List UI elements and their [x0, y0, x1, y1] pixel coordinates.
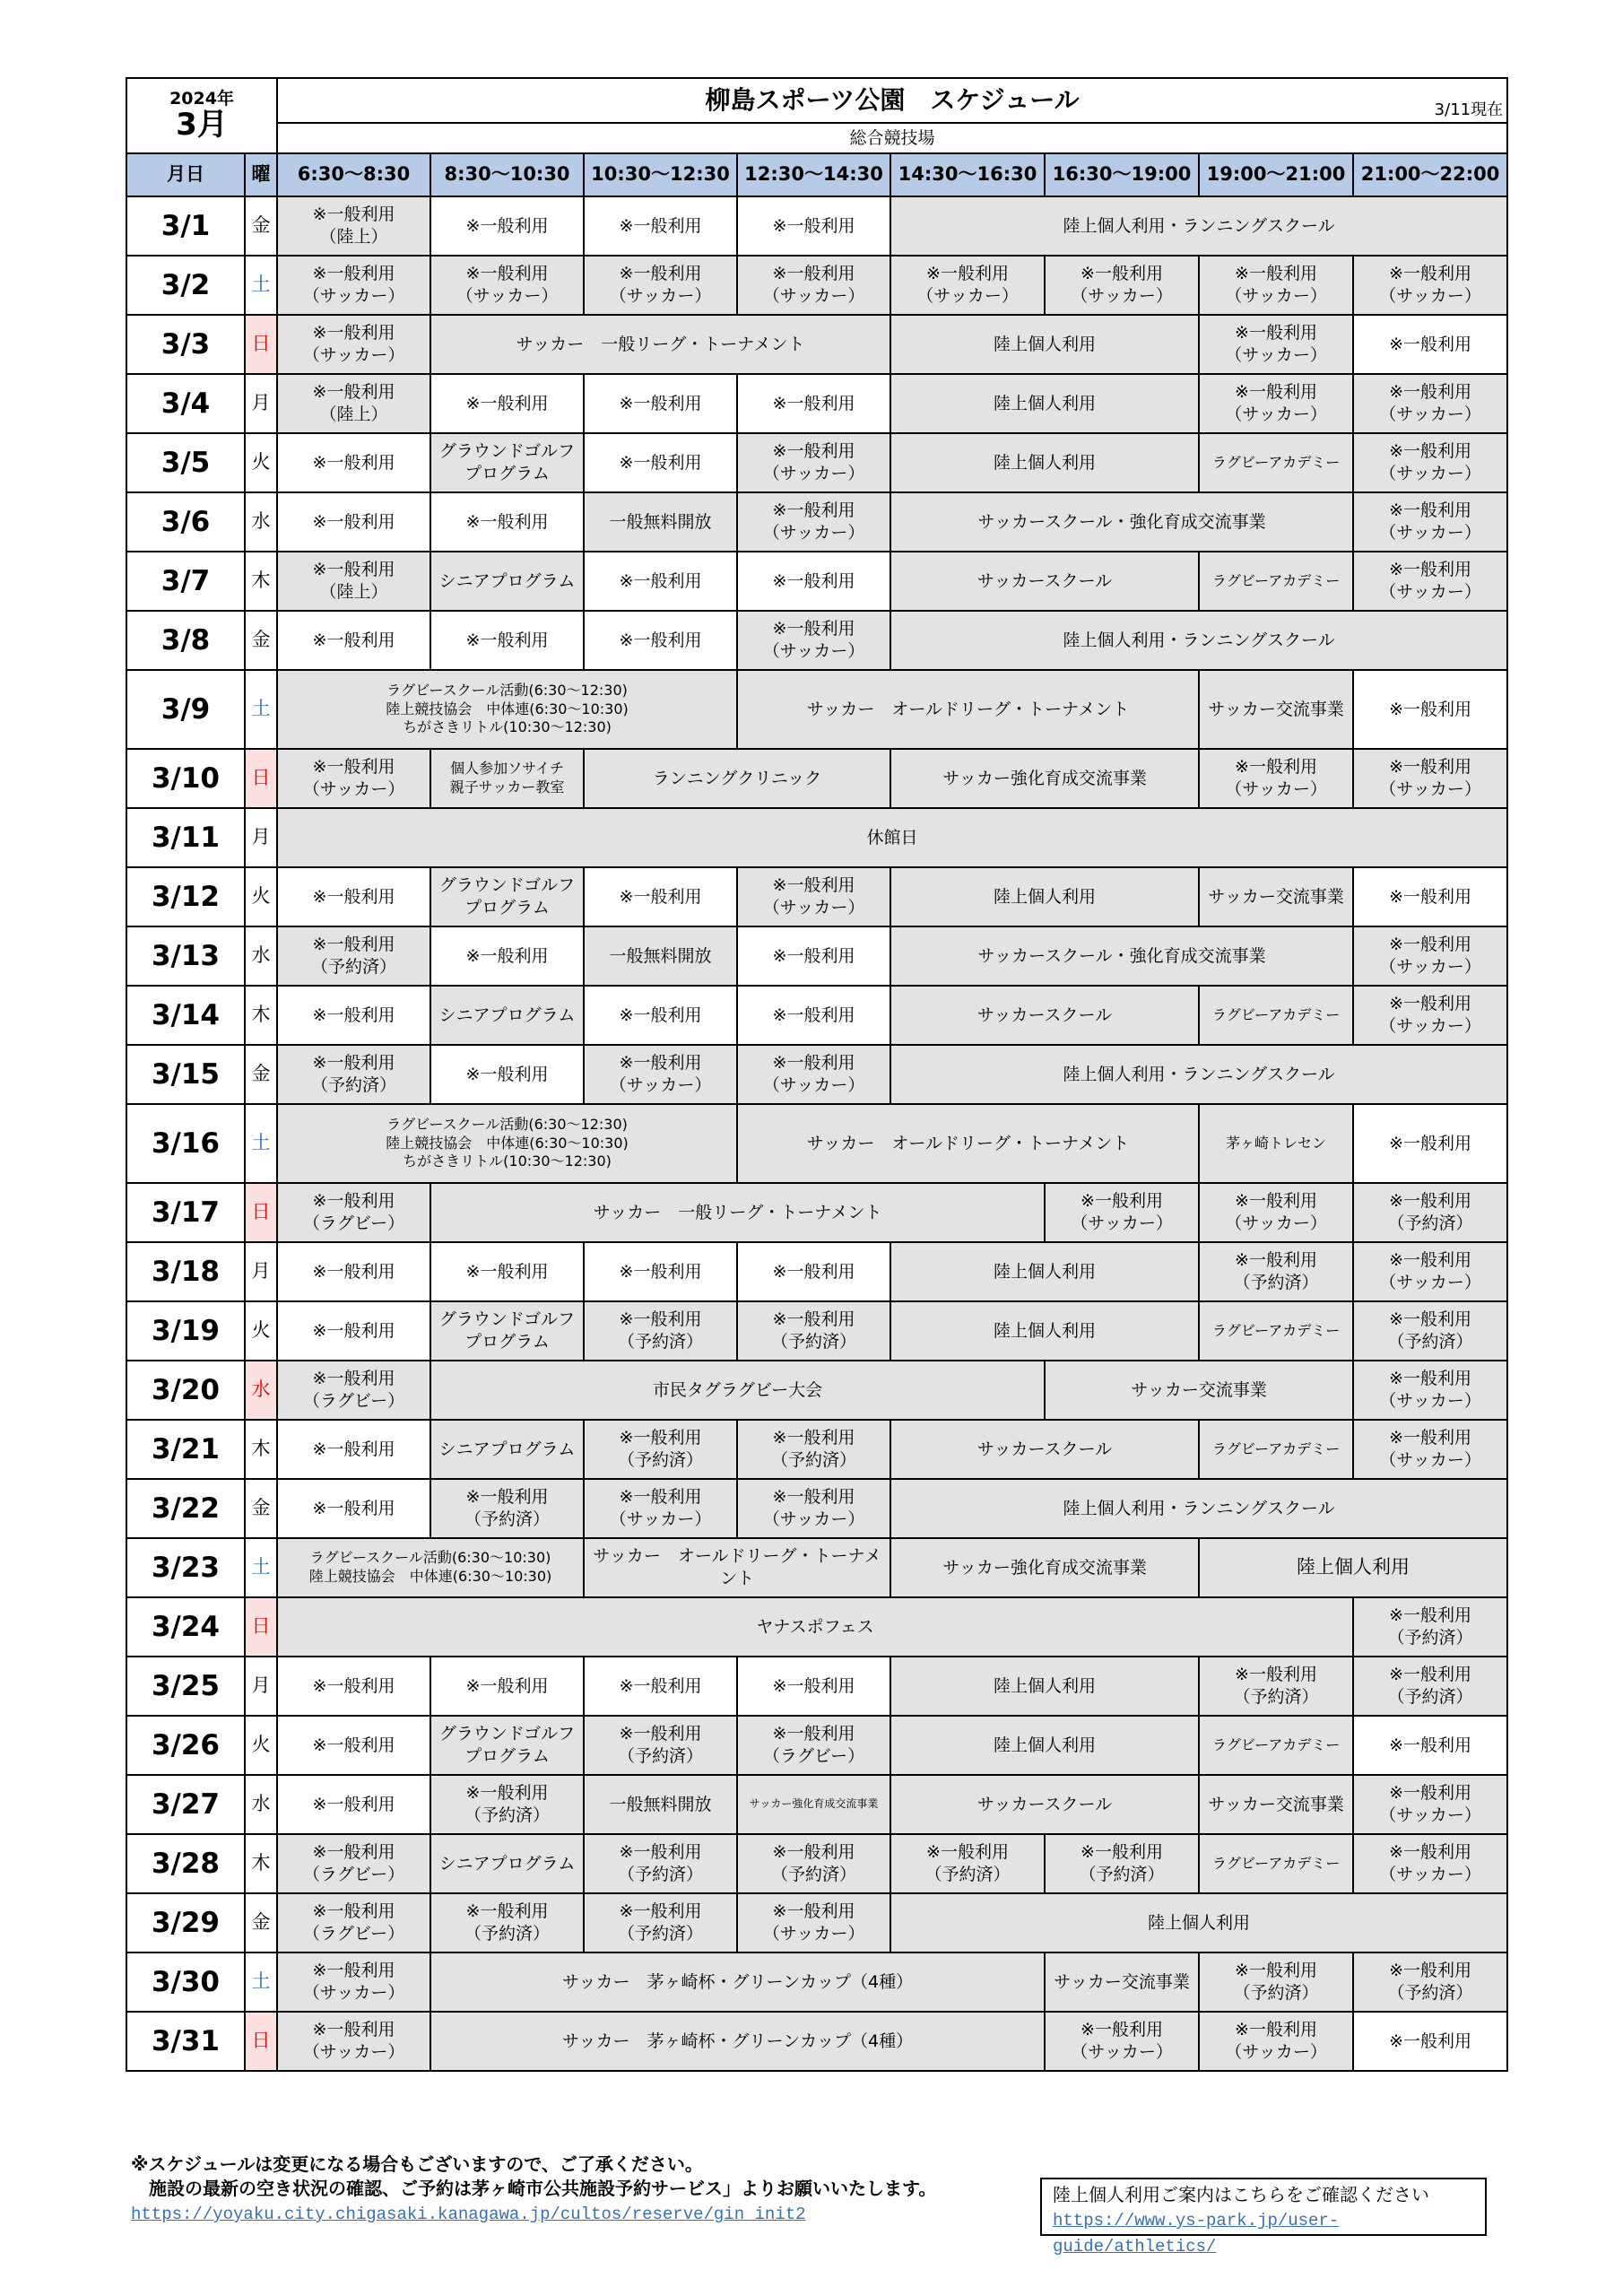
table-row	[126, 315, 1507, 374]
schedule-cell: サッカー強化育成交流事業	[890, 1538, 1199, 1597]
schedule-cell: ※一般利用 （ラグビー）	[277, 1183, 430, 1242]
table-row	[126, 926, 1507, 986]
schedule-cell: ※一般利用	[277, 867, 430, 926]
schedule-cell: 一般無料開放	[584, 926, 737, 986]
table-row	[126, 1952, 1507, 2012]
schedule-cell: ※一般利用 （サッカー）	[1353, 374, 1507, 433]
page-title: 柳島スポーツ公園 スケジュール	[705, 84, 1080, 115]
footer-notes	[131, 2152, 936, 2227]
schedule-cell: ※一般利用 （サッカー）	[737, 1045, 890, 1104]
schedule-cell: ※一般利用 （サッカー）	[1045, 2012, 1199, 2071]
schedule-cell: サッカー オールドリーグ・トーナメント	[737, 670, 1199, 749]
weekday-cell: 木	[245, 1834, 277, 1893]
weekday-cell: 水	[245, 1361, 277, 1420]
table-row	[126, 808, 1507, 867]
schedule-cell: サッカー 一般リーグ・トーナメント	[430, 1183, 1045, 1242]
schedule-cell: ※一般利用	[277, 1242, 430, 1301]
schedule-cell: ※一般利用 （予約済）	[430, 1775, 584, 1834]
schedule-cell: 陸上個人利用	[1199, 1538, 1507, 1597]
schedule-cell: 陸上個人利用	[890, 867, 1199, 926]
weekday-cell: 月	[245, 374, 277, 433]
schedule-cell: ※一般利用 （ラグビー）	[277, 1834, 430, 1893]
table-row	[126, 1597, 1507, 1657]
month-label: 3月	[176, 106, 228, 143]
schedule-cell: ※一般利用	[430, 1045, 584, 1104]
column-header-slot: 6:30～8:30	[277, 153, 430, 196]
schedule-cell: ランニングクリニック	[584, 749, 890, 808]
schedule-cell: ※一般利用	[737, 552, 890, 611]
schedule-cell: ※一般利用 （予約済）	[890, 1834, 1045, 1893]
schedule-cell: ※一般利用 （サッカー）	[737, 433, 890, 492]
schedule-cell: ※一般利用 （サッカー）	[277, 2012, 430, 2071]
schedule-cell: ※一般利用	[1353, 315, 1507, 374]
schedule-cell: サッカー交流事業	[1199, 670, 1353, 749]
weekday-cell: 木	[245, 986, 277, 1045]
schedule-cell: ※一般利用 （サッカー）	[890, 256, 1045, 315]
schedule-cell: ※一般利用	[584, 433, 737, 492]
table-row	[126, 1361, 1507, 1420]
schedule-cell: ※一般利用	[737, 374, 890, 433]
weekday-cell: 火	[245, 1301, 277, 1361]
schedule-cell: 陸上個人利用	[890, 1893, 1507, 1952]
date-cell: 3/2	[126, 256, 245, 315]
schedule-cell: 市民タグラグビー大会	[430, 1361, 1045, 1420]
schedule-cell: ※一般利用 （サッカー）	[737, 1893, 890, 1952]
weekday-cell: 水	[245, 926, 277, 986]
weekday-cell: 火	[245, 433, 277, 492]
schedule-cell: サッカー交流事業	[1199, 867, 1353, 926]
table-row	[126, 749, 1507, 808]
schedule-cell: ※一般利用 （予約済）	[1199, 1242, 1353, 1301]
column-header-slot: 16:30～19:00	[1045, 153, 1199, 196]
schedule-cell: ※一般利用 （サッカー）	[737, 867, 890, 926]
weekday-cell: 日	[245, 1597, 277, 1657]
reservation-link[interactable]: https://yoyaku.city.chigasaki.kanagawa.jp/cultos/reserve/gin_init2	[131, 2205, 806, 2224]
schedule-cell: ※一般利用 （予約済）	[430, 1479, 584, 1538]
schedule-cell: ラグビースクール活動(6:30～12:30) 陸上競技協会 中体連(6:30～10:30) ちがさきリトル(10:30～12:30)	[277, 670, 737, 749]
table-row	[126, 1420, 1507, 1479]
schedule-cell: 一般無料開放	[584, 1775, 737, 1834]
date-cell: 3/7	[126, 552, 245, 611]
schedule-cell: サッカースクール	[890, 1775, 1199, 1834]
schedule-cell: ※一般利用 （サッカー）	[584, 256, 737, 315]
schedule-cell: ※一般利用 （サッカー）	[277, 1952, 430, 2012]
weekday-cell: 金	[245, 196, 277, 256]
schedule-cell: ※一般利用	[277, 433, 430, 492]
schedule-cell: ※一般利用	[584, 552, 737, 611]
schedule-cell: 陸上個人利用・ランニングスクール	[890, 611, 1507, 670]
schedule-cell: ※一般利用 （サッカー）	[1353, 492, 1507, 552]
date-cell: 3/22	[126, 1479, 245, 1538]
schedule-cell: ※一般利用 （サッカー）	[737, 492, 890, 552]
schedule-cell: ※一般利用 （サッカー）	[1353, 749, 1507, 808]
table-row	[126, 2012, 1507, 2071]
schedule-cell: ※一般利用 （サッカー）	[1353, 433, 1507, 492]
schedule-cell: サッカースクール	[890, 986, 1199, 1045]
schedule-cell: ※一般利用	[277, 1420, 430, 1479]
weekday-cell: 水	[245, 492, 277, 552]
schedule-cell: ラグビーアカデミー	[1199, 1420, 1353, 1479]
schedule-cell: ※一般利用	[277, 492, 430, 552]
date-cell: 3/19	[126, 1301, 245, 1361]
schedule-cell: 茅ヶ崎トレセン	[1199, 1104, 1353, 1183]
schedule-cell: サッカー強化育成交流事業	[737, 1775, 890, 1834]
table-row	[126, 196, 1507, 256]
weekday-cell: 土	[245, 256, 277, 315]
weekday-cell: 金	[245, 611, 277, 670]
schedule-cell: ※一般利用 （予約済）	[584, 1716, 737, 1775]
schedule-cell: サッカー交流事業	[1199, 1775, 1353, 1834]
schedule-cell: ※一般利用	[430, 374, 584, 433]
table-row	[126, 256, 1507, 315]
schedule-cell: ※一般利用	[430, 926, 584, 986]
schedule-cell: ※一般利用 （予約済）	[584, 1301, 737, 1361]
date-cell: 3/4	[126, 374, 245, 433]
schedule-cell: ※一般利用	[430, 492, 584, 552]
schedule-cell: ※一般利用 （サッカー）	[1353, 926, 1507, 986]
date-cell: 3/27	[126, 1775, 245, 1834]
schedule-cell: ※一般利用 （予約済）	[1353, 1301, 1507, 1361]
date-cell: 3/31	[126, 2012, 245, 2071]
schedule-table	[126, 77, 1508, 2072]
schedule-cell: ※一般利用 （陸上）	[277, 374, 430, 433]
schedule-cell: ※一般利用 （予約済）	[584, 1834, 737, 1893]
schedule-cell: ※一般利用	[584, 867, 737, 926]
schedule-cell: サッカー オールドリーグ・トーナメント	[737, 1104, 1199, 1183]
date-cell: 3/21	[126, 1420, 245, 1479]
schedule-cell: ※一般利用 （サッカー）	[1353, 1361, 1507, 1420]
weekday-cell: 金	[245, 1893, 277, 1952]
schedule-cell: ※一般利用	[737, 1242, 890, 1301]
table-row	[126, 1538, 1507, 1597]
schedule-cell: ※一般利用 （予約済）	[1045, 1834, 1199, 1893]
weekday-cell: 日	[245, 749, 277, 808]
schedule-cell: ※一般利用 （予約済）	[737, 1420, 890, 1479]
schedule-cell: ※一般利用 （サッカー）	[1045, 256, 1199, 315]
weekday-cell: 月	[245, 1242, 277, 1301]
schedule-cell: ※一般利用 （サッカー）	[1353, 1242, 1507, 1301]
date-cell: 3/20	[126, 1361, 245, 1420]
footer-note-1: ※スケジュールは変更になる場合もございますので、ご了承ください。	[131, 2153, 703, 2175]
schedule-cell: ※一般利用 （予約済）	[1353, 1183, 1507, 1242]
date-cell: 3/6	[126, 492, 245, 552]
schedule-cell: ※一般利用	[277, 1657, 430, 1716]
weekday-cell: 火	[245, 1716, 277, 1775]
schedule-cell: ※一般利用 （予約済）	[1199, 1657, 1353, 1716]
schedule-cell: ※一般利用	[737, 1657, 890, 1716]
schedule-cell: ※一般利用	[1353, 2012, 1507, 2071]
schedule-cell: ※一般利用	[277, 611, 430, 670]
schedule-cell: ※一般利用	[584, 611, 737, 670]
schedule-cell: 陸上個人利用・ランニングスクール	[890, 1045, 1507, 1104]
schedule-cell: ※一般利用	[1353, 670, 1507, 749]
schedule-cell: サッカースクール	[890, 552, 1199, 611]
date-cell: 3/3	[126, 315, 245, 374]
schedule-cell: サッカースクール・強化育成交流事業	[890, 926, 1353, 986]
schedule-cell: シニアプログラム	[430, 1420, 584, 1479]
date-cell: 3/18	[126, 1242, 245, 1301]
schedule-cell: ※一般利用 （サッカー）	[584, 1045, 737, 1104]
table-row	[126, 1045, 1507, 1104]
schedule-cell: ※一般利用 （サッカー）	[1045, 1183, 1199, 1242]
schedule-cell: ※一般利用 （予約済）	[430, 1893, 584, 1952]
schedule-cell: ※一般利用	[430, 611, 584, 670]
schedule-cell: ※一般利用	[430, 1657, 584, 1716]
schedule-cell: グラウンドゴルフ プログラム	[430, 1301, 584, 1361]
schedule-cell: サッカー 一般リーグ・トーナメント	[430, 315, 890, 374]
schedule-cell: 陸上個人利用・ランニングスクール	[890, 196, 1507, 256]
schedule-cell: 陸上個人利用	[890, 1242, 1199, 1301]
date-cell: 3/11	[126, 808, 245, 867]
date-cell: 3/26	[126, 1716, 245, 1775]
schedule-cell: ラグビーアカデミー	[1199, 433, 1353, 492]
schedule-cell: 陸上個人利用	[890, 374, 1199, 433]
schedule-cell: 陸上個人利用	[890, 1657, 1199, 1716]
table-row	[126, 1775, 1507, 1834]
weekday-cell: 日	[245, 1183, 277, 1242]
schedule-cell: ※一般利用 （サッカー）	[1353, 1834, 1507, 1893]
schedule-cell: ラグビーアカデミー	[1199, 1301, 1353, 1361]
schedule-cell: ※一般利用 （陸上）	[277, 196, 430, 256]
schedule-cell: ※一般利用	[584, 1657, 737, 1716]
schedule-cell: ※一般利用 （サッカー）	[1199, 2012, 1353, 2071]
column-header-date: 月日	[126, 153, 245, 196]
schedule-cell: ※一般利用 （サッカー）	[277, 315, 430, 374]
schedule-cell: シニアプログラム	[430, 1834, 584, 1893]
schedule-cell: ※一般利用	[737, 196, 890, 256]
as-of-date: 3/11現在	[1434, 100, 1504, 119]
schedule-cell: ※一般利用 （サッカー）	[1353, 1775, 1507, 1834]
date-cell: 3/1	[126, 196, 245, 256]
schedule-cell: 陸上個人利用	[890, 1716, 1199, 1775]
schedule-cell: ※一般利用	[277, 1716, 430, 1775]
table-row	[126, 670, 1507, 749]
schedule-cell: サッカー オールドリーグ・トーナメント	[584, 1538, 890, 1597]
table-row	[126, 552, 1507, 611]
schedule-cell: ラグビースクール活動(6:30～12:30) 陸上競技協会 中体連(6:30～10:30) ちがさきリトル(10:30～12:30)	[277, 1104, 737, 1183]
date-cell: 3/9	[126, 670, 245, 749]
schedule-cell: ※一般利用 （サッカー）	[1199, 1183, 1353, 1242]
column-header-slot: 19:00～21:00	[1199, 153, 1353, 196]
date-cell: 3/5	[126, 433, 245, 492]
schedule-cell: 休館日	[277, 808, 1507, 867]
date-cell: 3/30	[126, 1952, 245, 2012]
schedule-cell: グラウンドゴルフ プログラム	[430, 867, 584, 926]
venue-label: 総合競技場	[277, 123, 1507, 153]
table-row	[126, 1893, 1507, 1952]
table-row	[126, 1479, 1507, 1538]
schedule-cell: ※一般利用 （予約済）	[584, 1893, 737, 1952]
date-cell: 3/15	[126, 1045, 245, 1104]
table-row	[126, 1716, 1507, 1775]
schedule-cell: ※一般利用 （予約済）	[737, 1834, 890, 1893]
schedule-cell: サッカー強化育成交流事業	[890, 749, 1199, 808]
athletics-guide-text: 陸上個人利用ご案内はこちらをご確認ください	[1053, 2184, 1429, 2205]
schedule-cell: ラグビーアカデミー	[1199, 1834, 1353, 1893]
schedule-cell: ※一般利用 （ラグビー）	[277, 1893, 430, 1952]
table-row	[126, 611, 1507, 670]
date-cell: 3/12	[126, 867, 245, 926]
schedule-cell: サッカースクール・強化育成交流事業	[890, 492, 1353, 552]
schedule-cell: ※一般利用 （予約済）	[277, 1045, 430, 1104]
schedule-cell: ※一般利用	[430, 1242, 584, 1301]
weekday-cell: 金	[245, 1479, 277, 1538]
weekday-cell: 木	[245, 1420, 277, 1479]
schedule-cell: ※一般利用 （サッカー）	[737, 256, 890, 315]
schedule-cell: ※一般利用 （ラグビー）	[277, 1361, 430, 1420]
weekday-cell: 水	[245, 1775, 277, 1834]
weekday-cell: 土	[245, 670, 277, 749]
column-header-dow: 曜	[245, 153, 277, 196]
schedule-cell: ※一般利用 （予約済）	[737, 1301, 890, 1361]
weekday-cell: 火	[245, 867, 277, 926]
schedule-cell: サッカー 茅ヶ崎杯・グリーンカップ（4種）	[430, 2012, 1045, 2071]
schedule-cell: ※一般利用 （ラグビー）	[737, 1716, 890, 1775]
schedule-cell: 一般無料開放	[584, 492, 737, 552]
column-header-slot: 12:30～14:30	[737, 153, 890, 196]
schedule-cell: グラウンドゴルフ プログラム	[430, 433, 584, 492]
date-cell: 3/10	[126, 749, 245, 808]
date-cell: 3/16	[126, 1104, 245, 1183]
schedule-cell: ※一般利用 （予約済）	[1353, 1952, 1507, 2012]
schedule-cell: ※一般利用	[277, 1479, 430, 1538]
column-header-slot: 10:30～12:30	[584, 153, 737, 196]
schedule-cell: ※一般利用	[1353, 1716, 1507, 1775]
schedule-cell: サッカー交流事業	[1045, 1952, 1199, 2012]
table-row	[126, 433, 1507, 492]
date-cell: 3/8	[126, 611, 245, 670]
table-row	[126, 867, 1507, 926]
table-row	[126, 1104, 1507, 1183]
table-row	[126, 1242, 1507, 1301]
schedule-cell: ※一般利用 （サッカー）	[1353, 986, 1507, 1045]
weekday-cell: 月	[245, 1657, 277, 1716]
year-month-cell	[126, 78, 277, 153]
date-cell: 3/25	[126, 1657, 245, 1716]
schedule-cell: ※一般利用	[277, 1775, 430, 1834]
page-title-cell	[277, 78, 1507, 123]
footer-note-2: 施設の最新の空き状況の確認、ご予約は茅ヶ崎市公共施設予約サービス」よりお願いいたします。	[131, 2178, 937, 2199]
date-cell: 3/28	[126, 1834, 245, 1893]
table-row	[126, 1183, 1507, 1242]
column-header-slot: 14:30～16:30	[890, 153, 1045, 196]
athletics-guide-link[interactable]: https://www.ys-park.jp/user-guide/athletics/	[1053, 2211, 1340, 2257]
weekday-cell: 木	[245, 552, 277, 611]
weekday-cell: 月	[245, 808, 277, 867]
schedule-cell: サッカースクール	[890, 1420, 1199, 1479]
schedule-cell: 陸上個人利用	[890, 433, 1199, 492]
date-cell: 3/13	[126, 926, 245, 986]
year-label: 2024年	[169, 88, 234, 109]
schedule-cell: ラグビースクール活動(6:30～10:30) 陸上競技協会 中体連(6:30～10:30)	[277, 1538, 584, 1597]
schedule-cell: ※一般利用	[584, 986, 737, 1045]
schedule-cell: ラグビーアカデミー	[1199, 1716, 1353, 1775]
schedule-cell: サッカー 茅ヶ崎杯・グリーンカップ（4種）	[430, 1952, 1045, 2012]
date-cell: 3/17	[126, 1183, 245, 1242]
schedule-cell: ※一般利用 （サッカー）	[1199, 315, 1353, 374]
weekday-cell: 日	[245, 315, 277, 374]
schedule-cell: サッカー交流事業	[1045, 1361, 1353, 1420]
schedule-cell: ※一般利用	[277, 1301, 430, 1361]
schedule-cell: ※一般利用 （サッカー）	[1353, 1420, 1507, 1479]
schedule-cell: 個人参加ソサイチ 親子サッカー教室	[430, 749, 584, 808]
schedule-cell: 陸上個人利用	[890, 1301, 1199, 1361]
column-header-slot: 21:00～22:00	[1353, 153, 1507, 196]
schedule-cell: 陸上個人利用・ランニングスクール	[890, 1479, 1507, 1538]
schedule-cell: ※一般利用	[1353, 867, 1507, 926]
schedule-cell: ※一般利用	[1353, 1104, 1507, 1183]
schedule-cell: ※一般利用 （予約済）	[1199, 1952, 1353, 2012]
date-cell: 3/23	[126, 1538, 245, 1597]
schedule-cell: ※一般利用	[737, 926, 890, 986]
schedule-cell: グラウンドゴルフ プログラム	[430, 1716, 584, 1775]
schedule-cell: ※一般利用	[277, 986, 430, 1045]
table-row	[126, 1301, 1507, 1361]
table-row	[126, 1657, 1507, 1716]
date-cell: 3/29	[126, 1893, 245, 1952]
table-row	[126, 374, 1507, 433]
schedule-cell: ※一般利用 （サッカー）	[277, 749, 430, 808]
weekday-cell: 日	[245, 2012, 277, 2071]
schedule-cell: ※一般利用 （サッカー）	[277, 256, 430, 315]
schedule-cell: ※一般利用 （サッカー）	[1199, 374, 1353, 433]
schedule-cell: ※一般利用 （サッカー）	[1353, 552, 1507, 611]
date-cell: 3/14	[126, 986, 245, 1045]
schedule-cell: ※一般利用 （陸上）	[277, 552, 430, 611]
schedule-cell: ※一般利用 （サッカー）	[584, 1479, 737, 1538]
schedule-cell: ※一般利用	[737, 986, 890, 1045]
table-row	[126, 986, 1507, 1045]
schedule-cell: ※一般利用 （サッカー）	[430, 256, 584, 315]
weekday-cell: 金	[245, 1045, 277, 1104]
schedule-cell: ※一般利用 （予約済）	[1353, 1657, 1507, 1716]
weekday-cell: 土	[245, 1538, 277, 1597]
table-row	[126, 492, 1507, 552]
schedule-cell: ※一般利用 （予約済）	[277, 926, 430, 986]
schedule-cell: ※一般利用	[584, 196, 737, 256]
schedule-cell: ※一般利用	[584, 374, 737, 433]
schedule-cell: シニアプログラム	[430, 552, 584, 611]
schedule-cell: シニアプログラム	[430, 986, 584, 1045]
schedule-cell: ※一般利用 （サッカー）	[737, 611, 890, 670]
schedule-cell: ※一般利用 （予約済）	[1353, 1597, 1507, 1657]
schedule-cell: 陸上個人利用	[890, 315, 1199, 374]
schedule-cell: ※一般利用 （サッカー）	[737, 1479, 890, 1538]
column-header-slot: 8:30～10:30	[430, 153, 584, 196]
date-cell: 3/24	[126, 1597, 245, 1657]
schedule-cell: ※一般利用 （サッカー）	[1353, 256, 1507, 315]
weekday-cell: 土	[245, 1952, 277, 2012]
schedule-cell: ※一般利用	[584, 1242, 737, 1301]
schedule-cell: ※一般利用 （予約済）	[584, 1420, 737, 1479]
schedule-cell: ※一般利用	[430, 196, 584, 256]
schedule-cell: ヤナスポフェス	[277, 1597, 1353, 1657]
schedule-cell: ラグビーアカデミー	[1199, 552, 1353, 611]
schedule-cell: ラグビーアカデミー	[1199, 986, 1353, 1045]
schedule-cell: ※一般利用 （サッカー）	[1199, 256, 1353, 315]
athletics-guide-box	[1040, 2178, 1487, 2257]
schedule-cell: ※一般利用 （サッカー）	[1199, 749, 1353, 808]
weekday-cell: 土	[245, 1104, 277, 1183]
table-row	[126, 1834, 1507, 1893]
